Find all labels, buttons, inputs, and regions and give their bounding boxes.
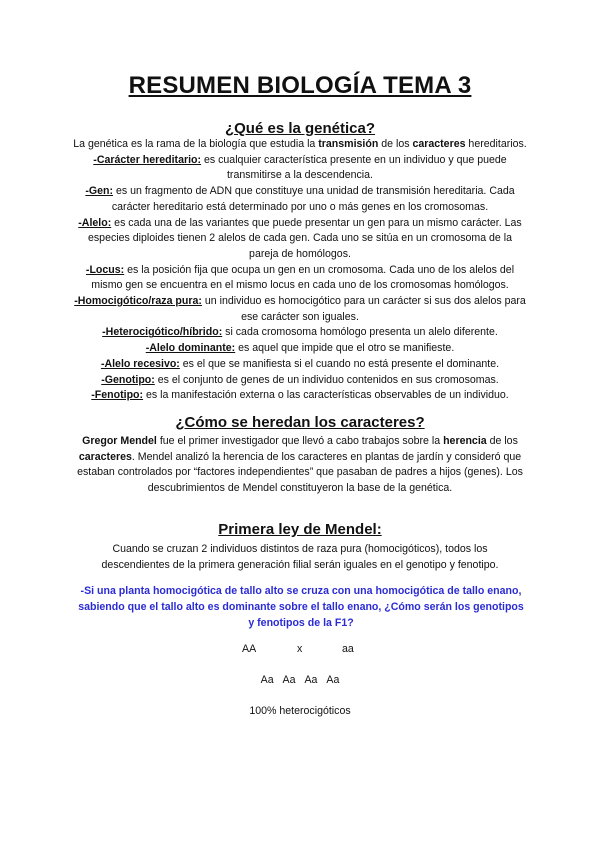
definition-term: -Homocigótico/raza pura: [74,295,202,308]
offspring-genotype: Aa [304,674,318,686]
inheritance-paragraph [74,434,526,497]
genetics-intro [72,137,528,153]
mendel-name: Gregor Mendel [82,435,157,447]
definition-item [72,357,528,373]
definition-item [72,216,528,263]
definition-term: -Fenotipo: [91,389,144,402]
definition-item [72,153,528,184]
section-genetics-body [72,137,528,404]
definition-item [72,294,528,325]
intro-text-a: La genética es la rama de la biología que estudia la [73,138,319,150]
inheritance-text: de los [486,435,518,447]
definition-text: es la posición fija que ocupa un gen en un cromosoma. Cada uno de los alelos del mismo gen se encuentra en el mismo locus en cada uno de los cromosomas homólogos. [91,263,515,292]
definition-text: es el conjunto de genes de un individuo contenidos en sus cromosomas. [154,373,499,386]
exercise-question: -Si una planta homocigótica de tallo alto se cruza con una homocigótica de tallo enano, sabiendo que el tallo alto es dominante sobre el tallo enano, ¿Cómo serán los genotipos y fenotipos de la F1? [78,585,524,629]
definition-text: es aquel que impide que el otro se manifieste. [235,342,455,355]
intro-bold-transmision: transmisión [318,138,379,150]
definition-term: -Alelo: [78,216,112,229]
definition-text: es el que se manifiesta si el cuando no está presente el dominante. [179,357,500,370]
section-inheritance-body [74,434,526,497]
definition-item [72,184,528,215]
definition-text: es un fragmento de ADN que constituye una unidad de transmisión hereditaria. Cada carácter hereditario está determinado por uno o más genes en los cromosomas. [111,185,515,213]
inheritance-text: fue el primer investigador que llevó a cabo trabajos sobre la [156,435,444,447]
definition-item [72,263,528,294]
intro-text-e: hereditarios. [465,138,527,150]
cross-parent-2: aa [342,643,354,655]
definition-item [72,388,528,404]
definition-text: es cualquier característica presente en un individuo y que puede transmitirse a la descendencia. [201,153,507,182]
intro-bold-caracteres: caracteres [412,138,466,150]
cross-symbol: x [297,643,303,655]
section-heading-genetics: ¿Qué es la genética? [224,120,376,137]
definition-term: -Alelo recesivo: [100,357,180,370]
page-title: RESUMEN BIOLOGÍA TEMA 3 [128,72,472,99]
intro-text-c: de los [378,138,413,150]
definition-term: -Gen: [85,185,114,198]
bold-herencia: herencia [443,435,487,447]
definition-term: -Heterocigótico/híbrido: [102,326,223,339]
cross-result: 100% heterocigóticos [249,705,351,717]
definition-term: -Carácter hereditario: [93,153,202,166]
mendel-law-text: Cuando se cruzan 2 individuos distintos de raza pura (homocigóticos), todos los descendientes de la primera generación filial serán iguales en el genotipo y fenotipo. [101,543,499,571]
offspring-genotype: Aa [326,674,340,686]
offspring-row [0,674,600,686]
definition-item [72,341,528,357]
definition-text: si cada cromosoma homólogo presenta un alelo diferente. [222,326,498,339]
definition-item [72,373,528,389]
inheritance-text: . Mendel analizó la herencia de los caracteres en plantas de jardín y consideró que estaban controlados por “factores independientes” que pasaban de padres a hijos (genes). Los descubrimientos de Mendel constituyeron la base de la genética. [77,450,523,495]
definition-term: -Locus: [85,263,125,276]
bold-caracteres: caracteres [78,450,132,463]
definition-term: -Alelo dominante: [145,342,236,355]
definition-text: un individuo es homocigótico para un carácter si sus dos alelos para ese carácter son iguales. [201,295,526,323]
cross-parent-1: AA [242,643,257,655]
definition-text: es cada una de las variantes que puede presentar un gen para un mismo carácter. Las especies diploides tienen 2 alelos de cada gen. Cada uno se sitúa en un cromosoma de la pareja de homólogos. [87,216,522,260]
definition-term: -Genotipo: [101,373,155,386]
section-heading-inheritance: ¿Cómo se heredan los caracteres? [175,414,425,431]
definition-text: es la manifestación externa o las características observables de un individuo. [143,389,509,402]
offspring-genotype: Aa [282,674,296,686]
offspring-genotype: Aa [260,674,274,686]
definition-item [72,325,528,341]
section-heading-mendel-law: Primera ley de Mendel: [218,521,382,538]
